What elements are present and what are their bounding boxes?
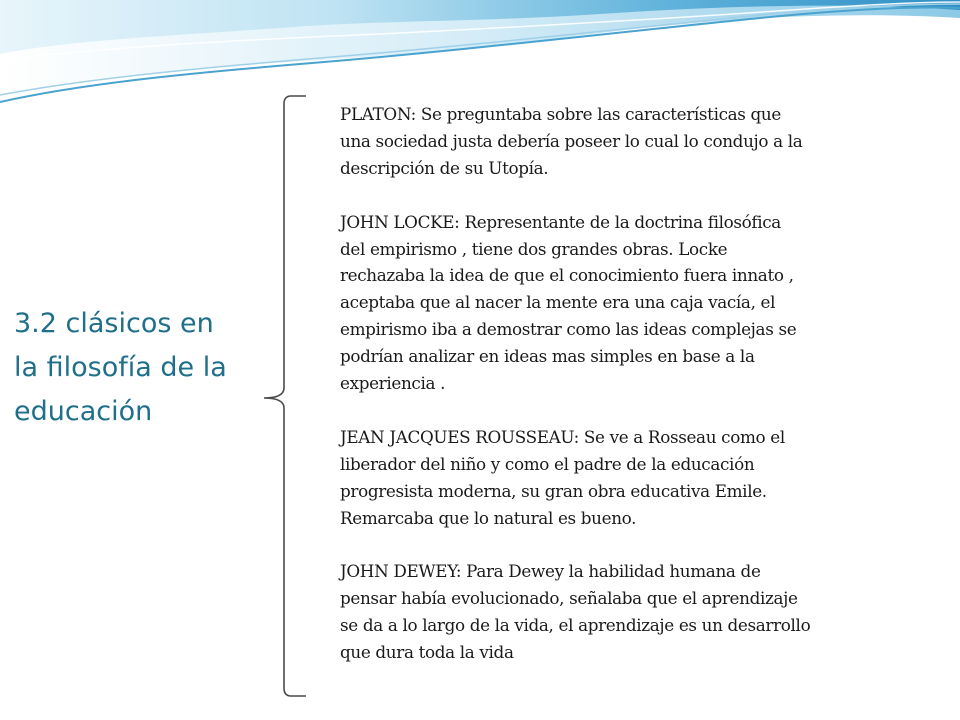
left-brace [258, 94, 308, 698]
paragraph-rousseau: JEAN JACQUES ROUSSEAU: Se ve a Rosseau como el liberador del niño y como el padre de la educación progresista moderna, su gran obra educativa Emile. Remarcaba que lo natural es bueno. [340, 426, 785, 528]
paragraph-platon: PLATON: Se preguntaba sobre las características que una sociedad justa debería poseer lo cual lo condujo a la descripción de su Utopía. [340, 104, 803, 178]
paragraph-dewey: JOHN DEWEY: Para Dewey la habilidad humana de pensar había evolucionado, señalaba que el aprendizaje se da a lo largo de la vida, el aprendizaje es un desarrollo que dura toda la vida [340, 561, 811, 663]
paragraph-locke: JOHN LOCKE: Representante de la doctrina filosófica del empirismo , tiene dos grandes obras. Locke rechazaba la idea de que el conocimiento fuera innato , aceptaba que al nacer la mente era una caja vacía, el empirismo iba a demostrar como las ideas complejas se podrían analizar en ideas mas simples en base a la experiencia . [340, 211, 797, 394]
slide-title: 3.2 clásicos en la filosofía de la educación [14, 308, 227, 427]
decorative-wave-header [0, 0, 960, 110]
content-body [340, 101, 940, 666]
